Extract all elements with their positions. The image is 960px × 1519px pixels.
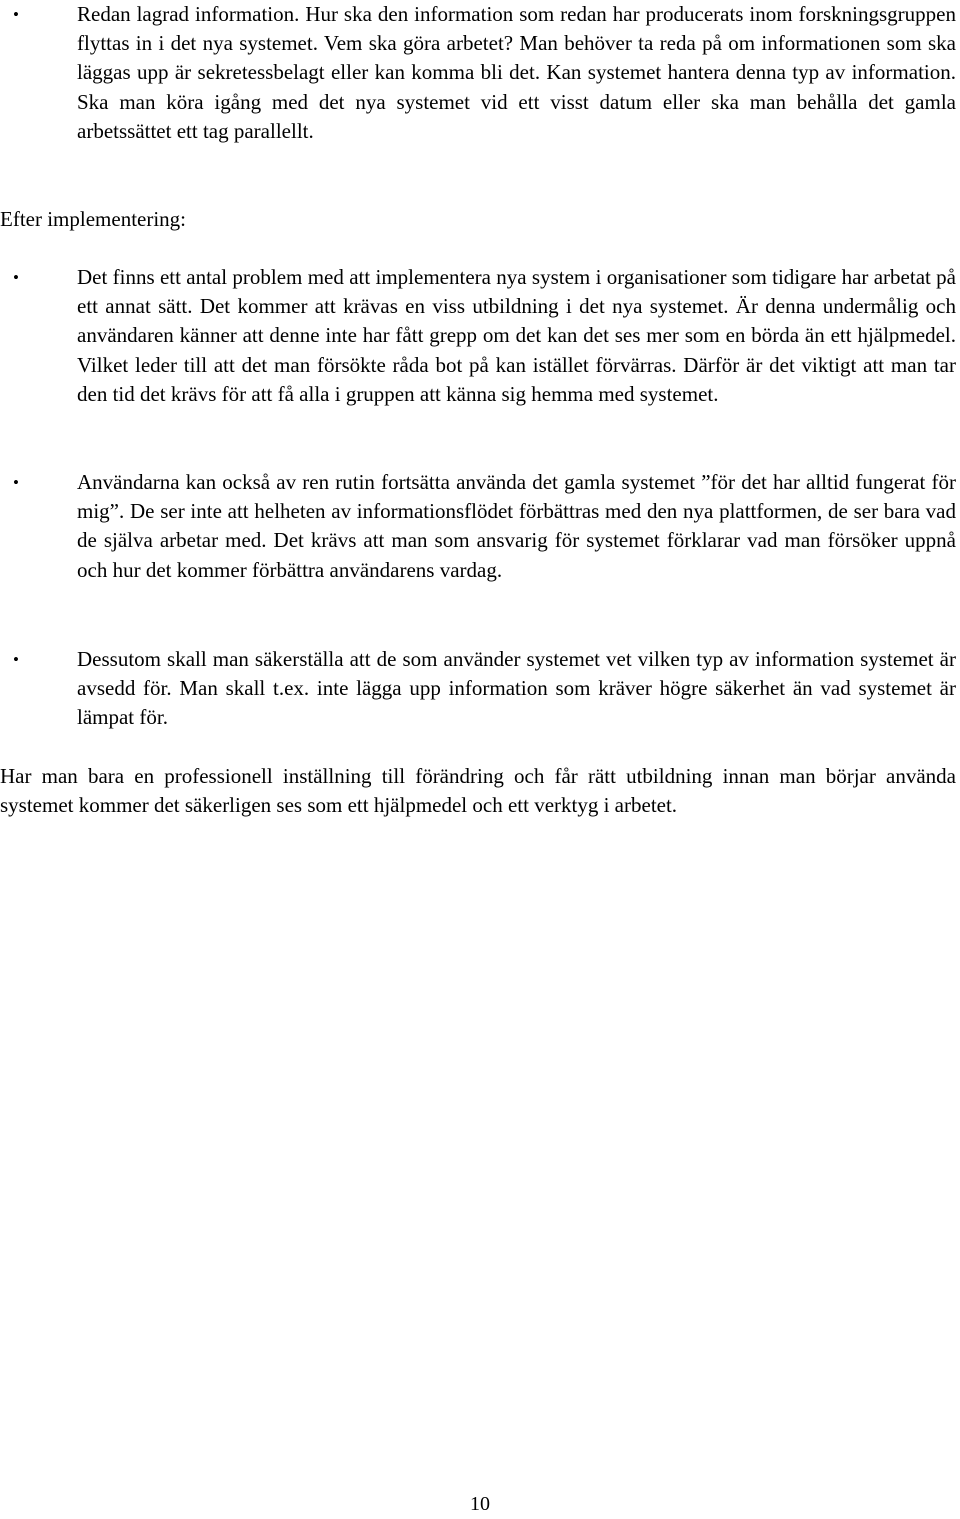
list-item-text: Det finns ett antal problem med att implementera nya system i organisationer som tidigare har arbetat på ett annat sätt. Det kommer att krävas en viss utbildning i det nya systemet. Är denna undermålig och användaren känner att denne inte har fått grepp om det kan det ses mer som en börda än ett hjälpmedel. Vilket leder till att det man försökte råda bot på kan istället förvärras. Därför är det viktigt att man tar den tid det krävs för att få alla i gruppen att känna sig hemma med systemet. [77, 265, 956, 406]
conclusion-paragraph: Har man bara en professionell inställning till förändring och får rätt utbildning innan man börjar använda systemet kommer det säkerligen ses som ett hjälpmedel och ett verktyg i arbetet. [0, 764, 956, 818]
bullet-icon: • [13, 268, 19, 287]
list-item-text: Redan lagrad information. Hur ska den information som redan har producerats inom forskningsgruppen flyttas in i det nya systemet. Vem ska göra arbetet? Man behöver ta reda på om informationen som ska läggas upp är sekretessbelagt eller kan komma bli det. Kan systemet hantera denna typ av information. Ska man köra igång med det nya systemet vid ett visst datum eller ska man behålla det gamla arbetssättet ett tag parallellt. [77, 2, 956, 143]
bullet-icon: • [13, 650, 19, 669]
list-item-text: Användarna kan också av ren rutin fortsätta använda det gamla systemet ”för det har alltid fungerat för mig”. De ser inte att helheten av informationsflödet förbättras med den nya plattformen, de ser bara vad de själva arbetar med. Det krävs att man som ansvarig för systemet förklarar vad man försöker uppnå och hur det kommer förbättra användarens vardag. [77, 470, 956, 582]
list-item-text: Dessutom skall man säkerställa att de som använder systemet vet vilken typ av information systemet är avsedd för. Man skall t.ex. inte lägga upp information som kräver högre säkerhet än vad systemet är lämpat för. [77, 647, 956, 730]
page-number: 10 [470, 1493, 490, 1515]
bullet-icon: • [13, 5, 19, 24]
section-heading: Efter implementering: [0, 207, 187, 231]
bullet-icon: • [13, 473, 19, 492]
